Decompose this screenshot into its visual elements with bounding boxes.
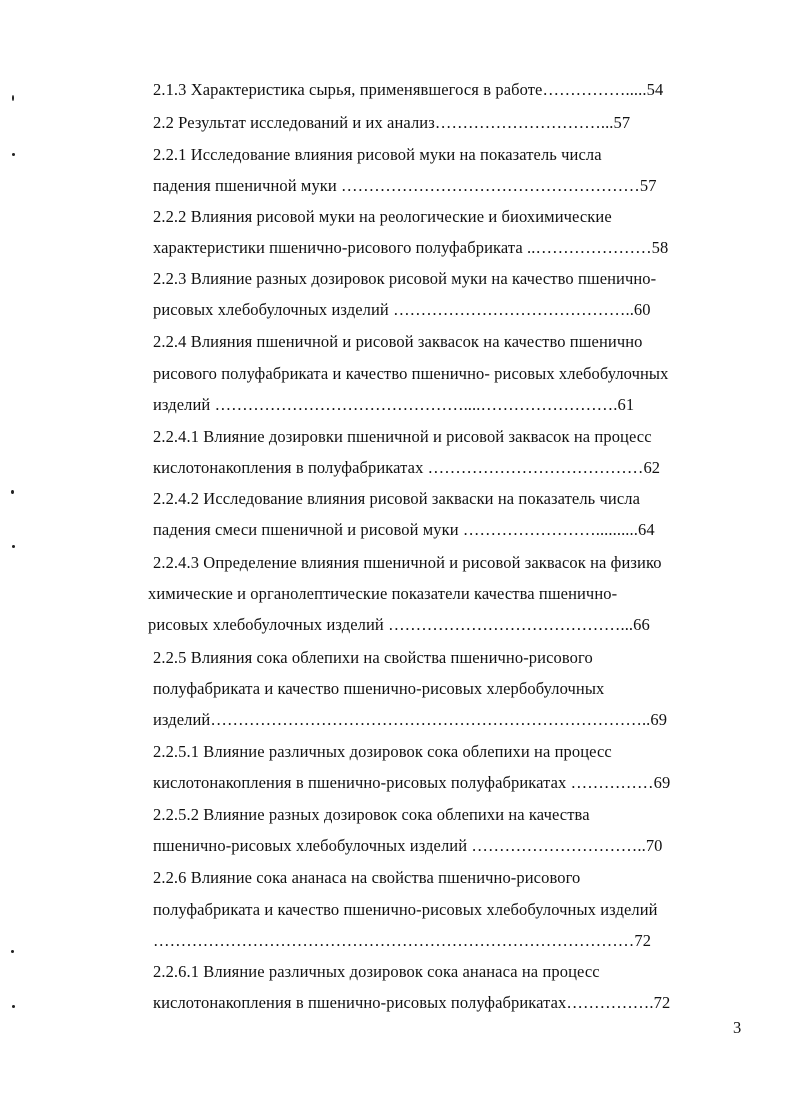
scan-speck [12,545,15,548]
toc-line: рисового полуфабриката и качество пшенично- рисовых хлебобулочных [153,364,669,383]
toc-line: кислотонакопления в полуфабрикатах …………………………………62 [153,458,661,477]
toc-line: кислотонакопления в пшенично-рисовых полуфабрикатах…………….72 [153,993,671,1012]
toc-line: полуфабриката и качество пшенично-рисовых хлербобулочных [153,679,605,698]
toc-line: 2.2.2 Влияния рисовой муки на реологические и биохимические [153,207,612,226]
toc-line: 2.2.6.1 Влияние различных дозировок сока ананаса на процесс [153,962,600,981]
scan-speck [11,950,14,953]
toc-line: характеристики пшенично-рисового полуфабриката ..…………………58 [153,238,669,257]
toc-line: рисовых хлебобулочных изделий ……………………………………...66 [148,615,650,634]
scan-speck [12,1005,15,1008]
toc-line: 2.2.3 Влияние разных дозировок рисовой муки на качество пшенично- [153,269,657,288]
toc-line: рисовых хлебобулочных изделий ……………………………………..60 [153,300,651,319]
toc-line: 2.2 Результат исследований и их анализ…………………………...57 [153,113,631,132]
toc-line: 2.2.4 Влияния пшеничной и рисовой заквасок на качество пшенично [153,332,643,351]
toc-line: 2.1.3 Характеристика сырья, применявшегося в работе…………….....54 [153,80,664,99]
toc-line: пшенично-рисовых хлебобулочных изделий …………………………..70 [153,836,663,855]
toc-line: падения смеси пшеничной и рисовой муки ……………………..........64 [153,520,655,539]
toc-line: 2.2.4.2 Исследование влияния рисовой закваски на показатель числа [153,489,641,508]
toc-line: изделий……………………………………………………………………..69 [153,710,668,729]
toc-line: 2.2.5.1 Влияние различных дозировок сока облепихи на процесс [153,742,612,761]
scan-speck [11,490,14,494]
toc-line: 2.2.6 Влияние сока ананаса на свойства пшенично-рисового [153,868,581,887]
scan-speck [12,95,14,101]
toc-line: изделий ………………………………………....…………………….61 [153,395,635,414]
toc-line: ……………………………………………………………………………72 [153,931,652,950]
toc-line: полуфабриката и качество пшенично-рисовых хлебобулочных изделий [153,900,658,919]
toc-line: 2.2.4.1 Влияние дозировки пшеничной и рисовой заквасок на процесс [153,427,652,446]
toc-line: 2.2.4.3 Определение влияния пшеничной и рисовой заквасок на физико [153,553,662,572]
toc-line: 2.2.5 Влияния сока облепихи на свойства пшенично-рисового [153,648,593,667]
page-number: 3 [733,1018,742,1037]
toc-line: химические и органолептические показатели качества пшенично- [148,584,618,603]
toc-line: кислотонакопления в пшенично-рисовых полуфабрикатах ……………69 [153,773,671,792]
scan-speck [12,153,15,156]
toc-line: падения пшеничной муки ………………………………………………57 [153,176,657,195]
toc-line: 2.2.1 Исследование влияния рисовой муки на показатель числа [153,145,602,164]
toc-line: 2.2.5.2 Влияние разных дозировок сока облепихи на качества [153,805,590,824]
